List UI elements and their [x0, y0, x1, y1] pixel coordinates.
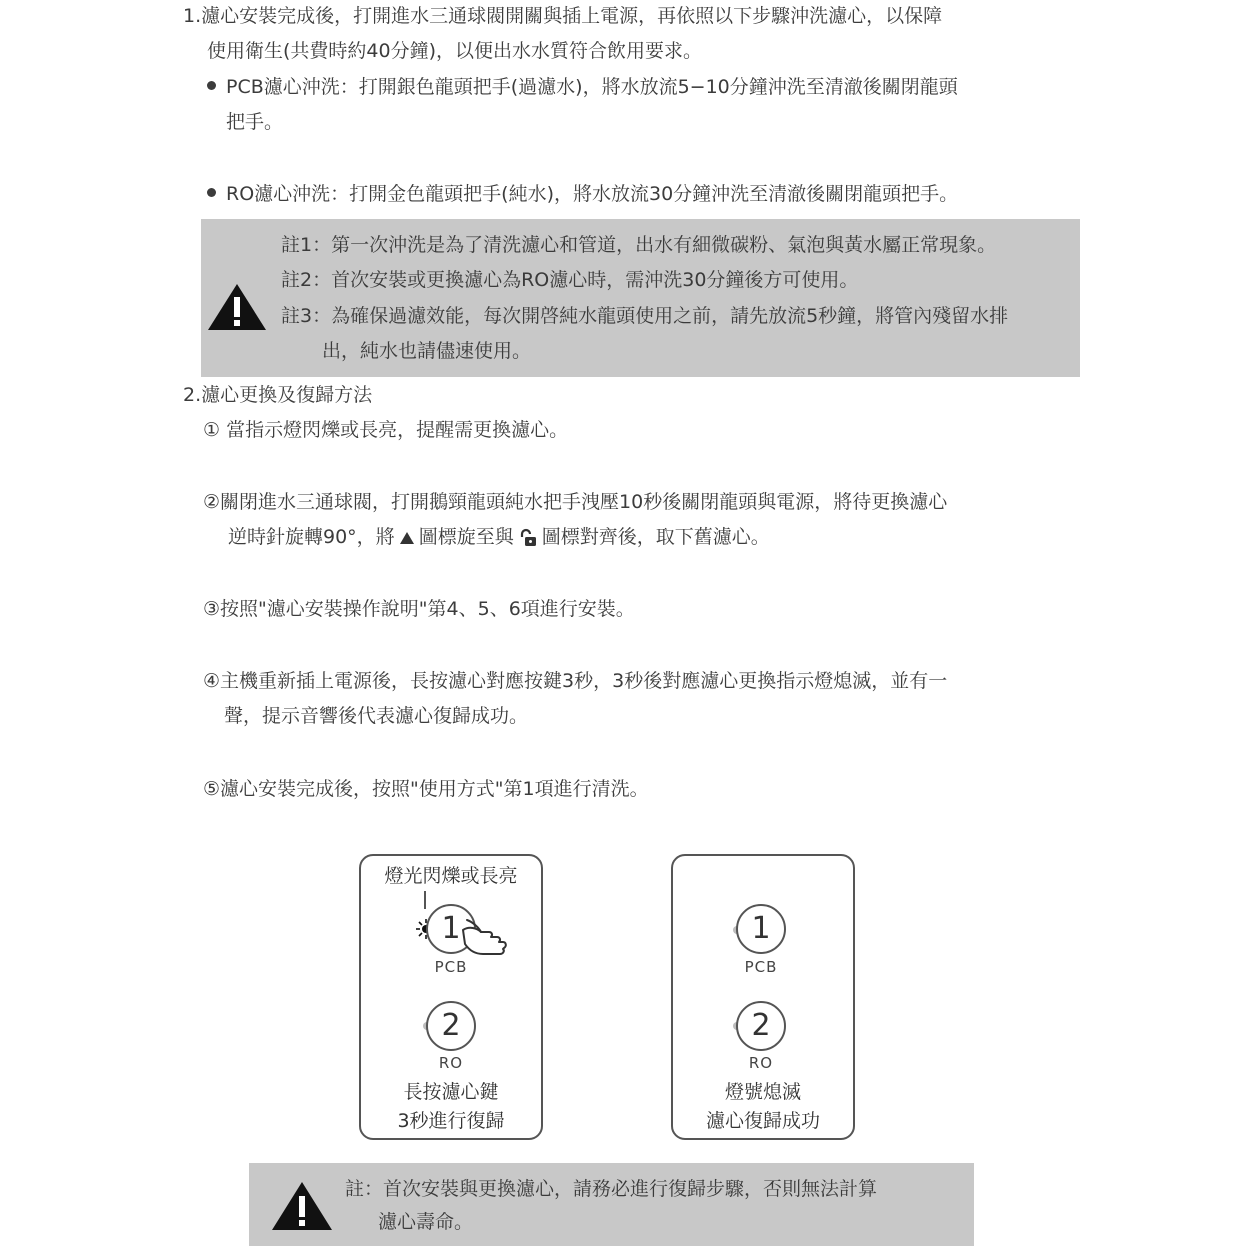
note-3: 註3：為確保過濾效能，每次開啓純水龍頭使用之前，請先放流5秒鐘，將管內殘留水排 [281, 305, 1009, 327]
step-2-text-c: 圖標對齊後，取下舊濾心。 [541, 526, 770, 548]
ro-filter-button[interactable]: 2 [426, 1001, 476, 1051]
step-3: ③按照"濾心安裝操作說明"第4、5、6項進行安裝。 [203, 598, 635, 620]
note-1: 註1：第一次沖洗是為了清洗濾心和管道，出水有細微碳粉、氣泡與黃水屬正常現象。 [281, 234, 997, 256]
ro-label: RO [748, 1054, 774, 1072]
step-5: ⑤濾心安裝完成後，按照"使用方式"第1項進行清洗。 [203, 778, 649, 800]
ro-flush-item [207, 180, 958, 208]
control-panel-before [359, 854, 543, 1140]
panel-caption-1: 長按濾心鍵 [403, 1081, 499, 1103]
ro-filter-button[interactable]: 2 [736, 1001, 786, 1051]
bullet-dot [207, 188, 216, 197]
pcb-flush-text-cont: 把手。 [226, 111, 284, 133]
pointer-line [424, 891, 426, 909]
pcb-label: PCB [434, 958, 468, 976]
note-3-cont: 出，純水也請儘速使用。 [322, 340, 532, 362]
unlock-icon [518, 528, 538, 548]
pcb-flush-item [207, 73, 958, 101]
ro-label: RO [438, 1054, 464, 1072]
step-2: ②關閉進水三通球閥，打開鵝頸龍頭純水把手洩壓10秒後關閉龍頭與電源，將待更換濾心 [203, 491, 948, 513]
step-2-text-b: 圖標旋至與 [418, 526, 514, 548]
hand-press-icon [459, 916, 513, 958]
ro-flush-text: RO濾心沖洗：打開金色龍頭把手(純水)，將水放流30分鐘沖洗至清澈後關閉龍頭把手。 [226, 183, 959, 205]
bottom-note-line1: 註：首次安裝與更換濾心，請務必進行復歸步驟，否則無法計算 [345, 1178, 878, 1200]
bullet-dot [207, 81, 216, 90]
warning-icon [270, 1180, 334, 1232]
panel-caption-1: 燈號熄滅 [724, 1081, 801, 1103]
section1-line1: 1.濾心安裝完成後，打開進水三通球閥開關與插上電源，再依照以下步驟沖洗濾心，以保障 [183, 5, 943, 27]
section2-heading: 2.濾心更換及復歸方法 [183, 384, 373, 406]
panel-caption-2: 3秒進行復歸 [397, 1110, 505, 1132]
section1-line2: 使用衛生(共費時約40分鐘)，以便出水水質符合飲用要求。 [207, 40, 703, 62]
indicator-hint-label: 燈光閃爍或長亮 [384, 865, 518, 887]
step-4: ④主機重新插上電源後，長按濾心對應按鍵3秒，3秒後對應濾心更換指示燈熄滅，並有一 [203, 670, 948, 692]
control-panel-after [671, 854, 855, 1140]
step-2-text-a: 逆時針旋轉90°，將 [228, 526, 395, 548]
pcb-flush-text: PCB濾心沖洗：打開銀色龍頭把手(過濾水)，將水放流5−10分鐘沖洗至清澈後關閉龍頭 [226, 76, 958, 98]
pcb-filter-button[interactable]: 1 [736, 904, 786, 954]
panel-caption-2: 濾心復歸成功 [705, 1110, 820, 1132]
step-4-cont: 聲，提示音響後代表濾心復歸成功。 [224, 705, 529, 727]
bottom-note-line2: 濾心壽命。 [378, 1211, 474, 1233]
pcb-filter-button[interactable]: 1 [426, 904, 476, 954]
pcb-label: PCB [744, 958, 778, 976]
note-2: 註2：首次安裝或更換濾心為RO濾心時，需沖洗30分鐘後方可使用。 [281, 269, 859, 291]
triangle-icon [399, 531, 415, 545]
step-1: ① 當指示燈閃爍或長亮，提醒需更換濾心。 [203, 419, 569, 441]
step-2-cont [228, 523, 770, 551]
warning-icon [206, 282, 268, 332]
